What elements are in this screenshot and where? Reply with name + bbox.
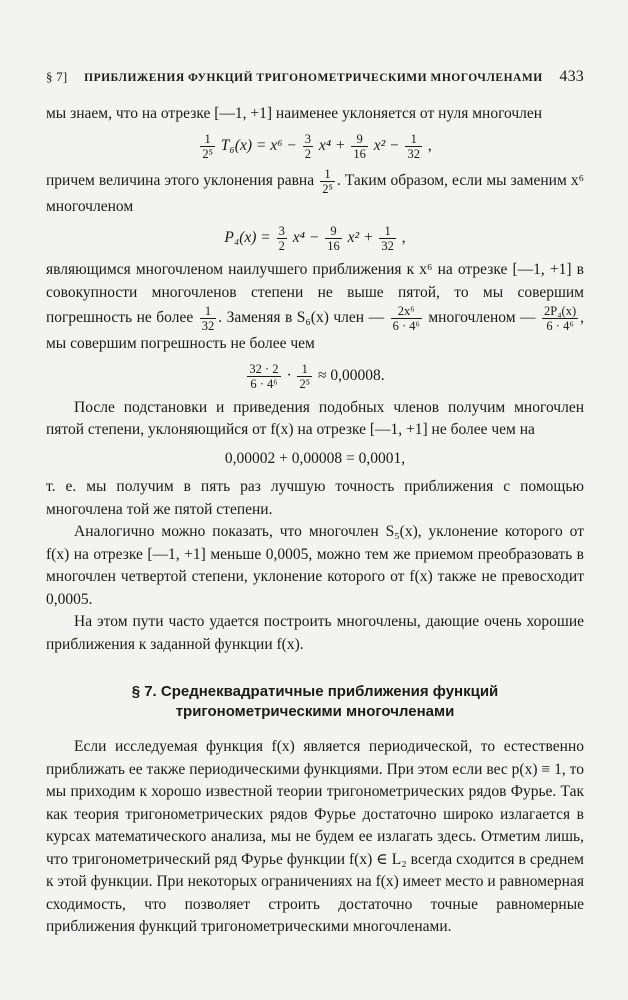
fraction bbox=[320, 167, 335, 196]
fraction bbox=[542, 304, 578, 333]
numerator: 32 · 2 bbox=[249, 361, 279, 376]
fraction bbox=[351, 132, 368, 161]
fraction bbox=[405, 132, 422, 161]
numerator: 1 bbox=[405, 132, 422, 147]
fraction bbox=[391, 304, 422, 333]
denominator: 32 bbox=[201, 319, 215, 333]
formula-estimate bbox=[46, 362, 584, 391]
formula-chebyshev bbox=[46, 132, 584, 161]
formula-punct: , bbox=[427, 136, 432, 154]
page-number: 433 bbox=[559, 68, 584, 85]
fraction bbox=[297, 362, 312, 391]
denominator: 2 bbox=[278, 239, 285, 253]
numerator: 2P₄(x) bbox=[544, 304, 577, 318]
numerator: 3 bbox=[304, 131, 311, 146]
numerator: 9 bbox=[351, 132, 368, 147]
denominator: 6 · 4⁶ bbox=[250, 376, 278, 391]
paragraph-5: т. е. мы получим в пять раз лучшую точность приближения с помощью многочлена той же пятой степени. bbox=[46, 478, 584, 518]
text-run: причем величина этого уклонения равна bbox=[46, 171, 315, 189]
numerator: 1 bbox=[297, 362, 312, 377]
denominator: 2⁵ bbox=[202, 146, 213, 161]
fraction bbox=[277, 224, 287, 253]
formula-text: x⁴ + bbox=[318, 136, 346, 154]
formula-text: · bbox=[286, 366, 292, 384]
paragraph-8: Если исследуемая функция f(x) является периодической, то естественно приближать ее также периодическими функциями. При этом если вес p(x) ≡ 1, то мы приходим к хорошо известной теории тригонометрических рядов Фурье. Так как теория тригонометрических рядов Фурье достаточно широко излагается в курсах математического анализа, мы не будем ее излагать здесь. Отметим лишь, что тригонометрический ряд Фурье функции f(x) ∈ L₂ всегда сходится в среднем к этой функции. При некоторых ограничениях на f(x) имеет место и равномерная сходимость, что позволяет строить достаточно точные равномерные приближения функций тригонометрическими многочленами. bbox=[46, 738, 584, 935]
numerator: 2x⁶ bbox=[391, 304, 422, 319]
fraction bbox=[247, 362, 280, 391]
paragraph-4: После подстановки и приведения подобных членов получим многочлен пятой степени, уклоняющийся от f(x) на отрезке [—1, +1] не более чем на bbox=[46, 398, 584, 438]
numerator: 1 bbox=[379, 224, 396, 239]
numerator: 1 bbox=[320, 167, 335, 182]
denominator: 16 bbox=[353, 146, 366, 161]
text-run: . Заменяя в S₆(x) член — bbox=[218, 309, 385, 327]
header-title: ПРИБЛИЖЕНИЯ ФУНКЦИЙ ТРИГОНОМЕТРИЧЕСКИМИ МНОГОЧЛЕНАМИ bbox=[84, 72, 543, 84]
section-heading-line: § 7. Среднеквадратичные приближения функций bbox=[131, 683, 499, 700]
formula-text: x² + bbox=[347, 229, 374, 247]
fraction bbox=[303, 132, 313, 161]
numerator: 1 bbox=[200, 304, 217, 319]
numerator: 1 bbox=[200, 132, 215, 147]
fraction bbox=[200, 132, 215, 161]
formula-punct: , bbox=[401, 229, 406, 247]
denominator: 6 · 4⁶ bbox=[392, 319, 420, 333]
header-section: § 7] bbox=[46, 69, 68, 84]
text-run: многочленом — bbox=[428, 309, 536, 327]
formula-text: x⁴ − bbox=[292, 229, 320, 247]
formula-p4 bbox=[46, 224, 584, 253]
fraction bbox=[325, 224, 342, 253]
paragraph-3 bbox=[46, 259, 584, 356]
running-header bbox=[46, 66, 584, 90]
text-run: . Таким образом, если мы заменим x⁶ многочленом bbox=[46, 171, 585, 215]
denominator: 2 bbox=[304, 146, 311, 161]
text-run: являющимся многочленом наилучшего приближения к x⁶ на отрезке [—1, +1] в совокупности многочленов степени не выше пятой, то мы совершим погрешность не более bbox=[46, 261, 584, 327]
section-heading bbox=[46, 682, 584, 722]
formula-text: x² − bbox=[373, 136, 400, 154]
denominator: 32 bbox=[381, 239, 394, 253]
numerator: 3 bbox=[278, 224, 285, 238]
paragraph-1: мы знаем, что на отрезке [—1, +1] наименее уклоняется от нуля многочлен bbox=[46, 105, 543, 122]
text-run: , мы совершим погрешность не более чем bbox=[46, 309, 585, 352]
paragraph-6: Аналогично можно показать, что многочлен S₅(x), уклонение которого от f(x) на отрезке [—1, +1] меньше 0,0005, можно тем же приемом преобразовать в многочлен четвертой степени, уклонение которого от f(x) также не превосходит 0,0005. bbox=[46, 523, 584, 608]
formula-text: T₆(x) = x⁶ − bbox=[220, 136, 297, 154]
formula-sum: 0,00002 + 0,00008 = 0,0001, bbox=[224, 449, 406, 467]
paragraph-2 bbox=[46, 167, 584, 219]
numerator: 9 bbox=[325, 224, 342, 239]
page-body bbox=[46, 103, 584, 939]
denominator: 16 bbox=[327, 239, 340, 253]
formula-text: P₄(x) = bbox=[224, 229, 271, 247]
section-heading-line: тригонометрическими многочленами bbox=[175, 703, 455, 720]
fraction bbox=[200, 304, 217, 333]
fraction bbox=[379, 224, 396, 253]
denominator: 6 · 4⁶ bbox=[546, 319, 574, 333]
formula-text: ≈ 0,00008. bbox=[317, 366, 385, 384]
denominator: 2⁵ bbox=[322, 181, 333, 196]
paragraph-7: На этом пути часто удается построить многочлены, дающие очень хорошие приближения к заданной функции f(x). bbox=[46, 613, 584, 653]
denominator: 2⁵ bbox=[299, 376, 311, 391]
denominator: 32 bbox=[407, 146, 420, 161]
